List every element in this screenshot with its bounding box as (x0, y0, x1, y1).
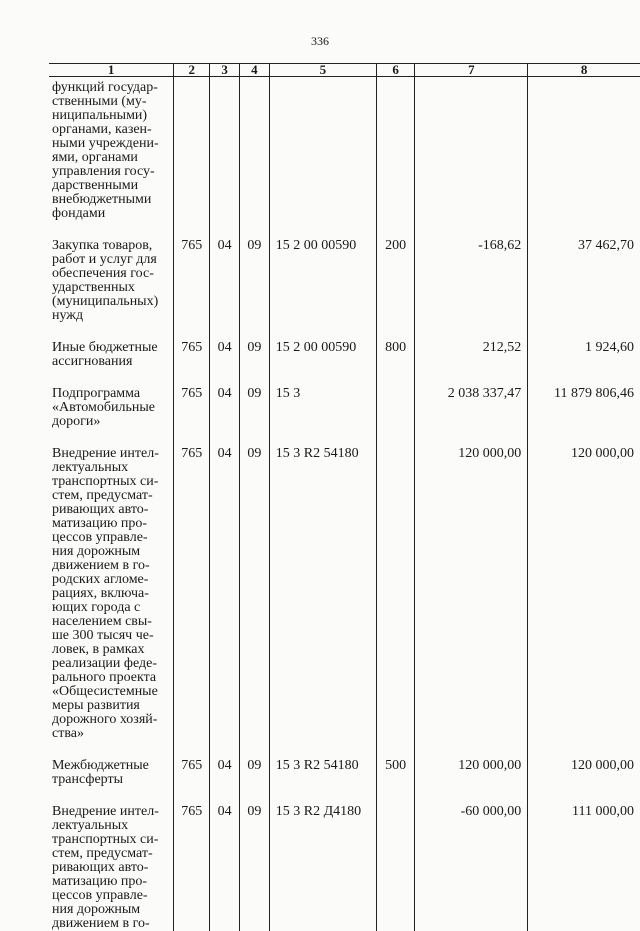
row-name-line: дорожного хозяй- (52, 713, 171, 727)
subsection-code-cell: 09 (240, 323, 270, 369)
page-number: 336 (0, 34, 640, 49)
total-amount-cell: 120 000,00 (528, 429, 640, 741)
section-code-cell: 04 (210, 741, 240, 787)
subsection-code-cell (240, 77, 270, 222)
column-header-5: 5 (269, 64, 376, 77)
total-amount-cell: 1 924,60 (528, 323, 640, 369)
row-name-line: рациях, включа- (52, 587, 171, 601)
target-article-cell: 15 3 R2 54180 (269, 741, 376, 787)
subsection-code-cell: 09 (240, 369, 270, 429)
row-name-line: ловек, в рамках (52, 643, 171, 657)
row-name-line: трансферты (52, 773, 171, 787)
target-article-cell (269, 77, 376, 222)
row-name-line: ударственных (52, 281, 171, 295)
column-header-7: 7 (415, 64, 528, 77)
row-name-line: Межбюджетные (52, 759, 171, 773)
row-name-line: управления госу- (52, 165, 171, 179)
expense-type-cell (376, 429, 414, 741)
admin-code-cell: 765 (174, 787, 210, 931)
expense-type-cell (376, 369, 414, 429)
change-amount-cell (415, 77, 528, 222)
admin-code-cell (174, 77, 210, 222)
row-name-line: транспортных си- (52, 833, 171, 847)
row-name-cell (49, 429, 174, 741)
row-name-line: (муниципальных) (52, 295, 171, 309)
row-name-line: рального проекта (52, 671, 171, 685)
expense-type-cell: 800 (376, 323, 414, 369)
table-row (49, 221, 640, 323)
row-name-cell (49, 787, 174, 931)
table-row (49, 741, 640, 787)
row-name-line: органами, казен- (52, 123, 171, 137)
row-name-line: ривающих авто- (52, 503, 171, 517)
total-amount-cell: 11 879 806,46 (528, 369, 640, 429)
row-name-line: «Общесистемные (52, 685, 171, 699)
row-name-line: Иные бюджетные (52, 341, 171, 355)
table-row (49, 787, 640, 931)
target-article-cell: 15 2 00 00590 (269, 221, 376, 323)
column-header-2: 2 (174, 64, 210, 77)
change-amount-cell: 120 000,00 (415, 429, 528, 741)
row-name-line: стем, предусмат- (52, 489, 171, 503)
row-name-line: реализации феде- (52, 657, 171, 671)
table-header-row (49, 64, 640, 77)
row-name-line: ями, органами (52, 151, 171, 165)
section-code-cell (210, 77, 240, 222)
row-name-cell (49, 323, 174, 369)
column-header-8: 8 (528, 64, 640, 77)
target-article-cell: 15 3 R2 Д4180 (269, 787, 376, 931)
row-name-line: дороги» (52, 415, 171, 429)
row-name-line: внебюджетными (52, 193, 171, 207)
row-name-line: ства» (52, 727, 171, 741)
row-name-line: Внедрение интел- (52, 447, 171, 461)
row-name-line: матизацию про- (52, 517, 171, 531)
row-name-line: лектуальных (52, 461, 171, 475)
row-name-line: Подпрограмма (52, 387, 171, 401)
row-name-line: стем, предусмат- (52, 847, 171, 861)
row-name-line: функций государ- (52, 81, 171, 95)
row-name-line: ниципальными) (52, 109, 171, 123)
row-name-line: обеспечения гос- (52, 267, 171, 281)
target-article-cell: 15 3 (269, 369, 376, 429)
column-header-3: 3 (210, 64, 240, 77)
row-name-cell (49, 741, 174, 787)
column-header-1: 1 (49, 64, 174, 77)
section-code-cell: 04 (210, 323, 240, 369)
section-code-cell: 04 (210, 787, 240, 931)
column-header-6: 6 (376, 64, 414, 77)
row-name-line: движением в го- (52, 559, 171, 573)
subsection-code-cell: 09 (240, 221, 270, 323)
admin-code-cell: 765 (174, 221, 210, 323)
row-name-line: работ и услуг для (52, 253, 171, 267)
section-code-cell: 04 (210, 369, 240, 429)
section-code-cell: 04 (210, 221, 240, 323)
table-row (49, 323, 640, 369)
row-name-line: родских агломе- (52, 573, 171, 587)
subsection-code-cell: 09 (240, 787, 270, 931)
total-amount-cell: 37 462,70 (528, 221, 640, 323)
row-name-line: ния дорожным (52, 903, 171, 917)
change-amount-cell: 212,52 (415, 323, 528, 369)
row-name-line: дарственными (52, 179, 171, 193)
admin-code-cell: 765 (174, 369, 210, 429)
expense-type-cell: 200 (376, 221, 414, 323)
change-amount-cell: 2 038 337,47 (415, 369, 528, 429)
row-name-line: меры развития (52, 699, 171, 713)
table-row (49, 369, 640, 429)
total-amount-cell: 111 000,00 (528, 787, 640, 931)
row-name-line: ственными (му- (52, 95, 171, 109)
expense-type-cell (376, 77, 414, 222)
row-name-line: Закупка товаров, (52, 239, 171, 253)
expense-type-cell: 500 (376, 741, 414, 787)
total-amount-cell: 120 000,00 (528, 741, 640, 787)
row-name-line: лектуальных (52, 819, 171, 833)
row-name-line: цессов управле- (52, 889, 171, 903)
section-code-cell: 04 (210, 429, 240, 741)
row-name-line: ривающих авто- (52, 861, 171, 875)
row-name-cell (49, 77, 174, 222)
change-amount-cell: -168,62 (415, 221, 528, 323)
row-name-line: ющих города с (52, 601, 171, 615)
row-name-line: ше 300 тысяч че- (52, 629, 171, 643)
row-name-line: транспортных си- (52, 475, 171, 489)
column-header-4: 4 (240, 64, 270, 77)
admin-code-cell: 765 (174, 741, 210, 787)
expense-type-cell (376, 787, 414, 931)
row-name-line: фондами (52, 207, 171, 221)
subsection-code-cell: 09 (240, 741, 270, 787)
row-name-line: движением в го- (52, 917, 171, 931)
table-row (49, 77, 640, 222)
table-body (49, 77, 640, 931)
row-name-line: ными учреждени- (52, 137, 171, 151)
row-name-line: Внедрение интел- (52, 805, 171, 819)
target-article-cell: 15 3 R2 54180 (269, 429, 376, 741)
target-article-cell: 15 2 00 00590 (269, 323, 376, 369)
change-amount-cell: 120 000,00 (415, 741, 528, 787)
row-name-line: нужд (52, 309, 171, 323)
row-name-cell (49, 221, 174, 323)
admin-code-cell: 765 (174, 323, 210, 369)
row-name-line: матизацию про- (52, 875, 171, 889)
row-name-line: ассигнования (52, 355, 171, 369)
row-name-line: ния дорожным (52, 545, 171, 559)
total-amount-cell (528, 77, 640, 222)
table-row (49, 429, 640, 741)
row-name-line: цессов управле- (52, 531, 171, 545)
subsection-code-cell: 09 (240, 429, 270, 741)
admin-code-cell: 765 (174, 429, 210, 741)
row-name-line: «Автомобильные (52, 401, 171, 415)
row-name-line: населением свы- (52, 615, 171, 629)
row-name-cell (49, 369, 174, 429)
change-amount-cell: -60 000,00 (415, 787, 528, 931)
budget-table (49, 63, 640, 931)
